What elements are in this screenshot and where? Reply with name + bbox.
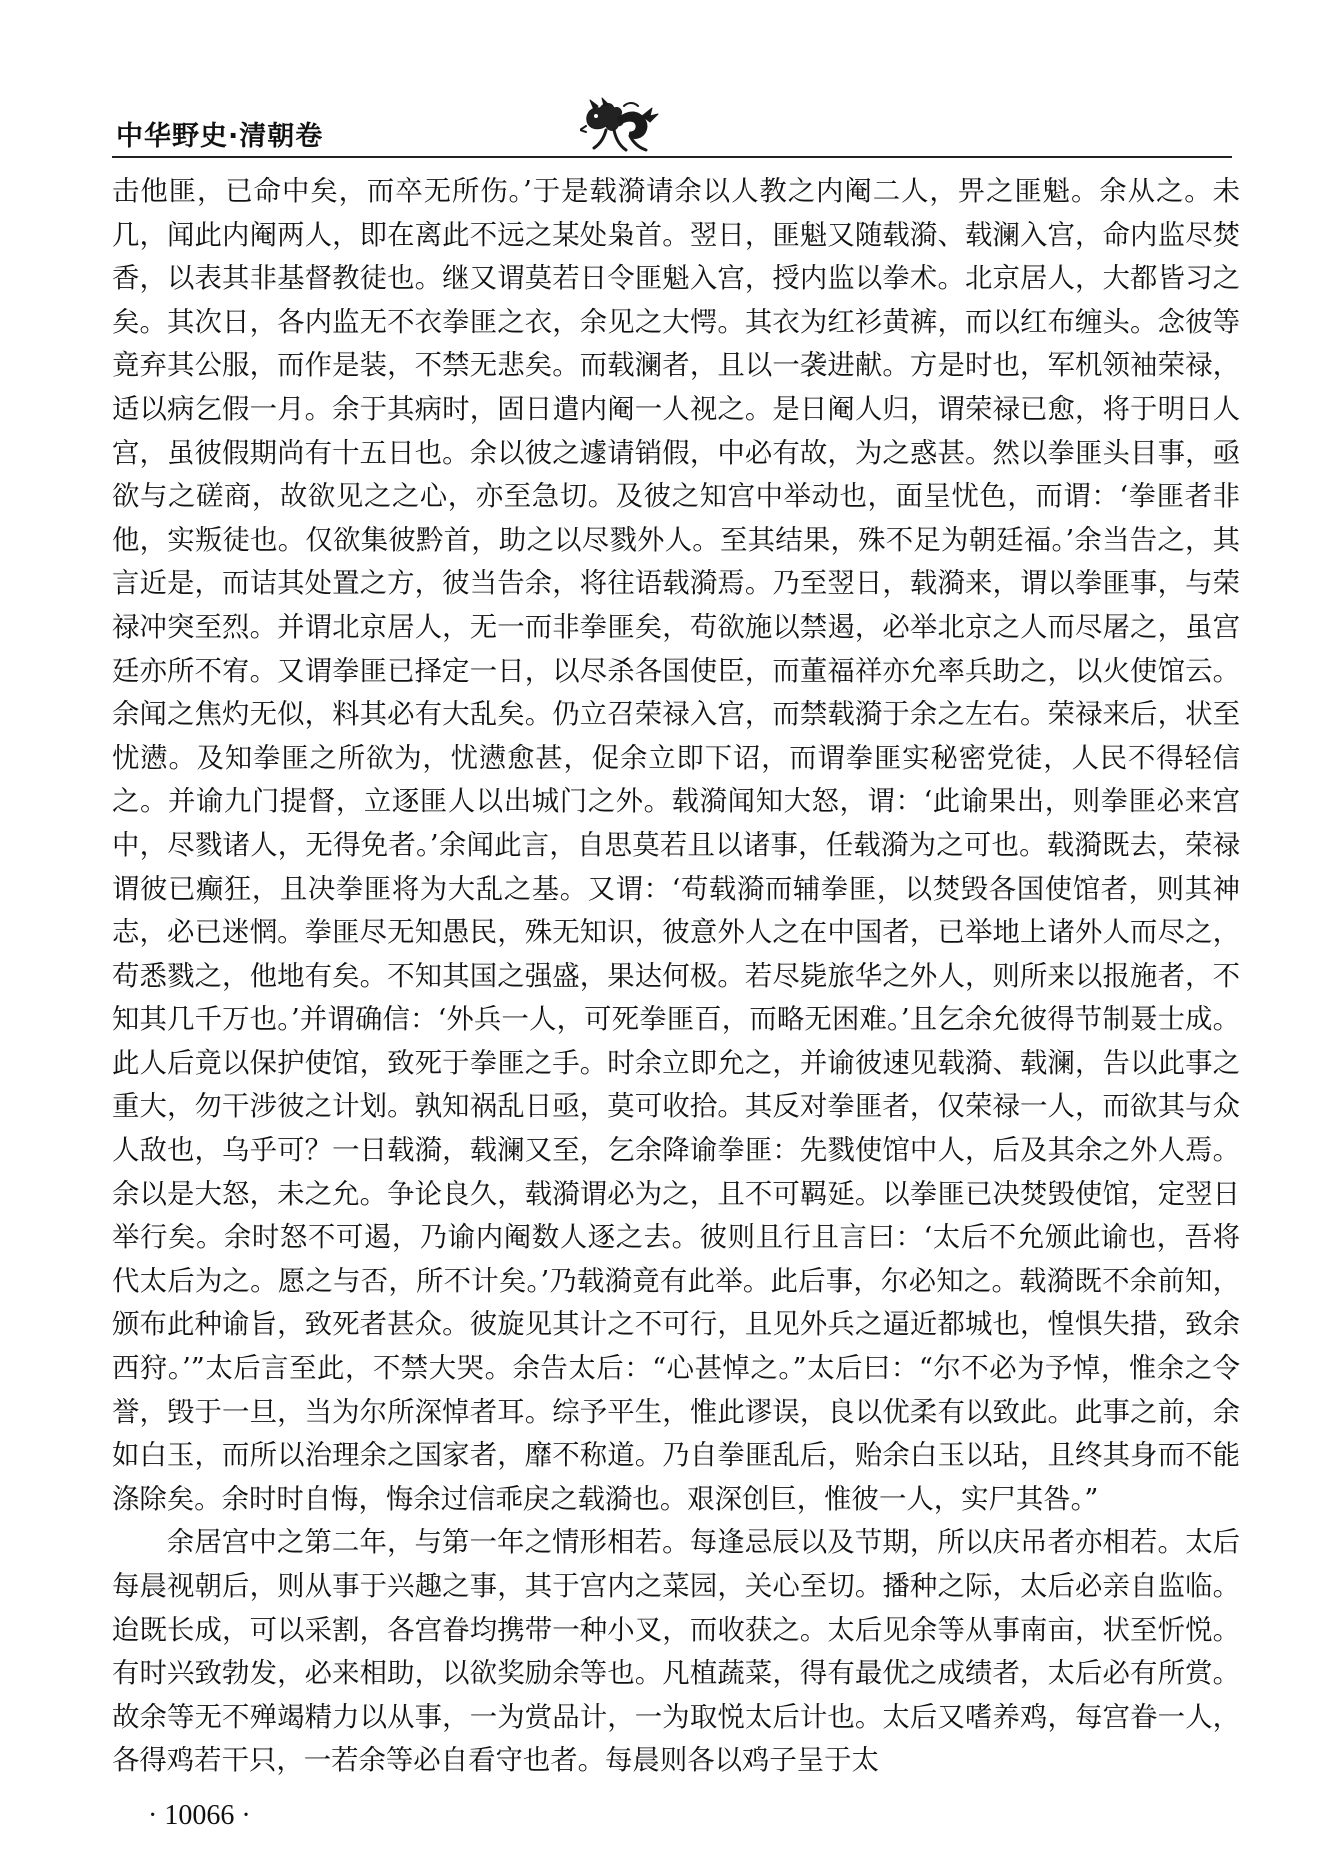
main-text — [112, 170, 1240, 1783]
page-number: · 10066 · — [148, 1800, 251, 1831]
dragon-emblem-icon — [580, 96, 662, 158]
book-title: 中华野史·清朝卷 — [116, 121, 324, 152]
page-header — [112, 96, 1232, 160]
paragraph: 余居宫中之第二年，与第一年之情形相若。每逢忌辰以及节期，所以庆吊者亦相若。太后每晨视朝后，则从事于兴趣之事，其于宫内之菜园，关心至切。播种之际，太后必亲自监临。迨既长成，可以采割，各宫眷均携带一种小叉，而收获之。太后见余等从事南亩，状至忻悦。有时兴致勃发，必来相助，以欲奖励余等也。凡植蔬菜，得有最优之成绩者，太后必有所赏。故余等无不殚竭精力以从事，一为赏品计，一为取悦太后计也。太后又嗜养鸡，每宫眷一人，各得鸡若干只，一若余等必自看守也者。每晨则各以鸡子呈于太 — [112, 1527, 1240, 1777]
paragraph: 击他匪，已命中矣，而卒无所伤。’于是载漪请余以人教之内阉二人，畀之匪魁。余从之。未几，闻此内阉两人，即在离此不远之某处枭首。翌日，匪魁又随载漪、载澜入宫，命内监尽焚香，以表其非基督教徒也。继又谓莫若日令匪魁入宫，授内监以拳术。北京居人，大都皆习之矣。其次日，各内监无不衣拳匪之衣，余见之大愕。其衣为红衫黄裤，而以红布缠头。念彼等竟弃其公服，而作是装，不禁无悲矣。而载澜者，且以一袭进献。方是时也，军机领袖荣禄，适以病乞假一月。余于其病时，固日遣内阉一人视之。是日阉人归，谓荣禄已愈，将于明日人宫，虽彼假期尚有十五日也。余以彼之遽请销假，中必有故，为之惑甚。然以拳匪头目事，亟欲与之磋商，故欲见之之心，亦至急切。及彼之知宫中举动也，面呈忧色，而谓：‘拳匪者非他，实叛徒也。仅欲集彼黔首，助之以尽戮外人。至其结果，殊不足为朝廷福。’余当告之，其言近是，而诘其处置之方，彼当告余，将往语载漪焉。乃至翌日，载漪来，谓以拳匪事，与荣禄冲突至烈。并谓北京居人，无一而非拳匪矣，苟欲施以禁遏，必举北京之人而尽屠之，虽宫廷亦所不宥。又谓拳匪已择定一日，以尽杀各国使臣，而董福祥亦允率兵助之，以火使馆云。余闻之焦灼无似，料其必有大乱矣。仍立召荣禄入宫，而禁载漪于余之左右。荣禄来后，状至忧懑。及知拳匪之所欲为，忧懑愈甚，促余立即下诏，而谓拳匪实秘密党徒，人民不得轻信之。并谕九门提督，立逐匪人以出城门之外。载漪闻知大怒，谓：‘此谕果出，则拳匪必来宫中，尽戮诸人，无得免者。’余闻此言，自思莫若且以诸事，任载漪为之可也。载漪既去，荣禄谓彼已癫狂，且决拳匪将为大乱之基。又谓：‘苟载漪而辅拳匪，以焚毁各国使馆者，则其神志，必已迷惘。拳匪尽无知愚民，殊无知识，彼意外人之在中国者，已举地上诸外人而尽之，苟悉戮之，他地有矣。不知其国之强盛，果达何极。若尽毙旅华之外人，则所来以报施者，不知其几千万也。’并谓确信：‘外兵一人，可死拳匪百，而略无困难。’且乞余允彼得节制聂士成。此人后竟以保护使馆，致死于拳匪之手。时余立即允之，并谕彼速见载漪、载澜，告以此事之重大，勿干涉彼之计划。孰知祸乱日亟，莫可收拾。其反对拳匪者，仅荣禄一人，而欲其与众人敌也，乌乎可？一日载漪，载澜又至，乞余降谕拳匪：先戮使馆中人，后及其余之外人焉。余以是大怒，未之允。争论良久，载漪谓必为之，且不可羁延。以拳匪已决焚毁使馆，定翌日举行矣。余时怒不可遏，乃谕内阉数人逐之去。彼则且行且言曰：‘太后不允颁此谕也，吾将代太后为之。愿之与否，所不计矣。’乃载漪竟有此举。此后事，尔必知之。载漪既不余前知，颁布此种谕旨，致死者甚众。彼旋见其计之不可行，且见外兵之逼近都城也，惶惧失措，致余西狩。’”太后言至此，不禁大哭。余告太后：“心甚悼之。”太后曰：“尔不必为予悼，惟余之令誉，毁于一旦，当为尔所深悼者耳。综予平生，惟此谬误，良以优柔有以致此。此事之前，余如白玉，而所以治理余之国家者，靡不称道。乃自拳匪乱后，贻余白玉以玷，且终其身而不能涤除矣。余时时自悔，悔余过信乖戾之载漪也。艰深创巨，惟彼一人，实尸其咎。” — [112, 176, 1240, 1515]
header-divider — [112, 156, 1232, 158]
